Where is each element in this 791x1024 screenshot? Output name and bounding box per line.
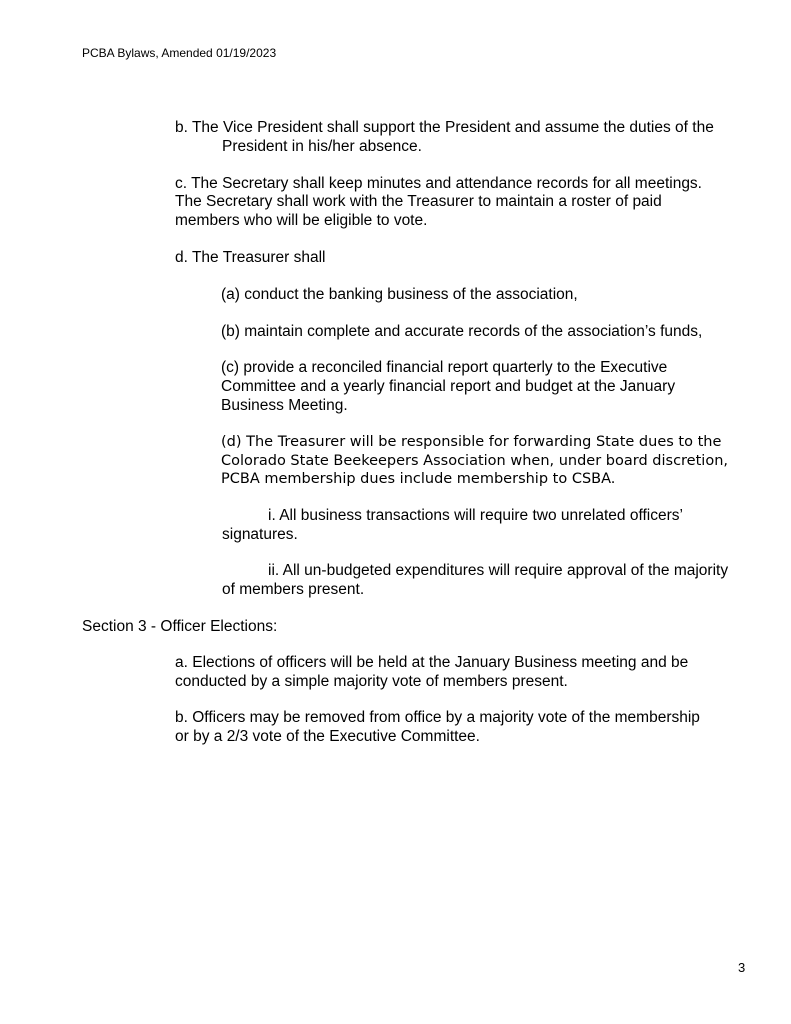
treasurer-item-d-line2: Colorado State Beekeepers Association when, under board discretion, (221, 453, 728, 469)
treasurer-sub-ii-line1: ii. All un-budgeted expenditures will require approval of the majority (268, 562, 729, 579)
treasurer-item-a: (a) conduct the banking business of the association, (221, 286, 578, 303)
section3-item-a-line2: conducted by a simple majority vote of members present. (175, 673, 568, 690)
treasurer-item-d-line3: PCBA membership dues include membership to CSBA. (221, 471, 616, 487)
secretary-line3: members who will be eligible to vote. (175, 212, 428, 229)
section3-item-b-line1: b. Officers may be removed from office by a majority vote of the membership (175, 709, 700, 726)
treasurer-item-c-line3: Business Meeting. (221, 397, 348, 414)
treasurer-item-d-line1: (d) The Treasurer will be responsible for forwarding State dues to the (221, 434, 722, 450)
treasurer-item-c-line1: (c) provide a reconciled financial report quarterly to the Executive (221, 359, 668, 376)
secretary-line2: The Secretary shall work with the Treasurer to maintain a roster of paid (175, 193, 662, 210)
treasurer-item-b: (b) maintain complete and accurate records of the association’s funds, (221, 323, 703, 340)
treasurer-intro: d. The Treasurer shall (175, 249, 326, 266)
section3-heading: Section 3 - Officer Elections: (82, 618, 278, 635)
section3-item-b-line2: or by a 2/3 vote of the Executive Committee. (175, 728, 480, 745)
document-header: PCBA Bylaws, Amended 01/19/2023 (82, 46, 277, 60)
treasurer-sub-i-line1: i. All business transactions will require two unrelated officers’ (268, 507, 683, 524)
treasurer-sub-i-line2: signatures. (222, 526, 298, 543)
treasurer-item-c-line2: Committee and a yearly financial report and budget at the January (221, 378, 676, 395)
section3-item-a-line1: a. Elections of officers will be held at the January Business meeting and be (175, 654, 689, 671)
page-number: 3 (738, 960, 746, 975)
vice-president-line1: b. The Vice President shall support the President and assume the duties of the (175, 119, 714, 136)
secretary-line1: c. The Secretary shall keep minutes and attendance records for all meetings. (175, 175, 702, 192)
treasurer-sub-ii-line2: of members present. (222, 581, 365, 598)
vice-president-line2: President in his/her absence. (222, 138, 422, 155)
